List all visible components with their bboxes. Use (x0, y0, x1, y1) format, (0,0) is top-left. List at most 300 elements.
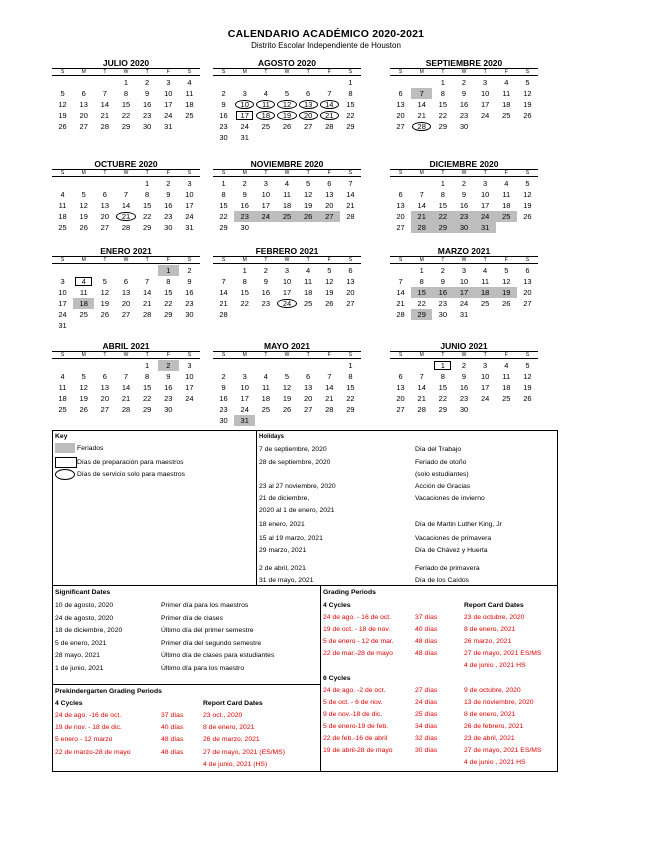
day-cell: 20 (298, 110, 319, 121)
grading-title: Grading Periods (323, 589, 376, 596)
month-calendar (52, 159, 200, 233)
day-cell: 26 (282, 122, 292, 131)
day-cell: 25 (185, 111, 194, 120)
weekday-label: T (145, 257, 149, 263)
day-cell: 12 (79, 201, 88, 210)
day-cell: 8 (145, 372, 150, 381)
day-cell: 7 (145, 277, 150, 286)
day-cell: 27 (100, 405, 110, 414)
empty-cell (94, 265, 115, 276)
empty-cell (390, 360, 411, 371)
day-cell: 6 (398, 372, 403, 381)
weekday-label: F (504, 352, 508, 358)
weekday-label: S (60, 352, 65, 358)
day-cell: 3 (284, 266, 290, 275)
day-cell: 7 (221, 277, 226, 286)
month-name: NOVIEMBRE 2020 (213, 159, 361, 170)
day-cell: 22 (438, 111, 448, 120)
day-cell: 3 (187, 361, 192, 370)
weekday-label: S (348, 170, 353, 176)
weekday-label: W (461, 352, 467, 358)
prek-days: 40 días (161, 724, 184, 732)
significant-desc: Primer día para los maestros (161, 602, 249, 609)
day-cell: 23 (164, 212, 173, 221)
grading4-range: 19 de oct. - 18 de nov. (323, 626, 391, 633)
grading6-days: 32 días (415, 735, 438, 742)
month-calendar (52, 341, 200, 415)
day-cell: 15 (438, 201, 448, 210)
day-cell: 12 (276, 99, 297, 110)
day-cell: 17 (185, 383, 194, 392)
weekday-label: M (81, 352, 86, 358)
weekday-header (390, 69, 538, 76)
day-cell: 18 (255, 110, 276, 121)
weekday-header (213, 69, 361, 76)
weekday-label: F (166, 170, 170, 176)
weekday-label: M (419, 69, 424, 75)
day-cell: 2 (221, 89, 226, 98)
day-cell: 3 (263, 179, 268, 188)
day-cell: 28 (325, 405, 334, 414)
day-cell: 29 (346, 405, 355, 414)
day-cell: 24 (480, 111, 490, 120)
day-cell: 30 (453, 222, 474, 233)
weekday-label: M (81, 69, 86, 75)
grading4-days: 48 días (415, 638, 438, 645)
day-cell: 1 (145, 179, 150, 188)
day-cell: 11 (185, 89, 194, 98)
weekday-label: S (221, 257, 226, 263)
day-cell: 17 (453, 287, 474, 298)
empty-cell (319, 77, 340, 88)
day-cell: 14 (417, 100, 426, 109)
day-cell: 17 (480, 201, 490, 210)
day-cell: 20 (79, 111, 88, 120)
empty-cell (52, 265, 73, 276)
grading6-days: 30 días (415, 747, 438, 754)
day-cell: 3 (187, 179, 192, 188)
day-cell: 27 (396, 122, 405, 131)
key-service: Días de servicio solo para maestros (77, 471, 186, 478)
dates-grading-box (52, 586, 558, 772)
prep-box-icon (55, 457, 77, 468)
weekday-label: T (441, 352, 445, 358)
significant-date: 24 de agosto, 2020 (55, 614, 114, 622)
holiday-date: 31 de mayo, 2021 (259, 577, 314, 584)
day-cell: 2 (440, 266, 445, 275)
day-cell: 24 (480, 394, 490, 403)
weekday-label: T (441, 257, 445, 263)
day-cell: 8 (440, 190, 445, 199)
day-grid (52, 360, 200, 415)
weekday-label: F (166, 257, 170, 263)
empty-cell (213, 360, 234, 371)
weekday-label: T (483, 69, 487, 75)
weekday-label: F (504, 257, 508, 263)
day-cell: 21 (417, 394, 426, 403)
day-cell: 8 (123, 89, 129, 98)
day-cell: 15 (346, 100, 355, 109)
day-cell: 17 (240, 394, 249, 403)
weekday-label: M (242, 352, 247, 358)
day-cell: 19 (276, 110, 297, 121)
empty-cell (276, 360, 297, 371)
day-cell: 18 (261, 394, 271, 403)
weekday-label: T (264, 69, 268, 75)
day-cell: 29 (142, 223, 152, 232)
prek-days: 48 días (161, 736, 184, 744)
day-grid (213, 178, 361, 233)
day-cell: 18 (73, 298, 94, 309)
prek-range: 5 enero - 12 marzo (55, 736, 113, 744)
day-cell: 9 (166, 372, 171, 381)
day-cell: 28 (121, 223, 131, 232)
day-cell: 22 (164, 299, 173, 308)
grading4-days: 48 días (415, 650, 438, 657)
grading4-rc-date: 4 de junio , 2021 HS (464, 662, 526, 669)
weekday-label: T (483, 352, 487, 358)
day-cell: 20 (325, 201, 334, 210)
day-cell: 19 (325, 288, 334, 297)
weekday-label: F (327, 69, 331, 75)
day-cell: 28 (121, 405, 131, 414)
day-cell: 7 (102, 89, 107, 98)
day-cell: 7 (327, 89, 332, 98)
grading6-rc-date: 9 de octubre, 2020 (464, 687, 521, 694)
day-cell: 4 (284, 179, 290, 188)
day-cell: 23 (185, 299, 194, 308)
day-cell: 3 (483, 361, 488, 370)
day-cell: 31 (185, 223, 194, 232)
day-cell: 11 (502, 89, 511, 98)
day-cell: 13 (396, 383, 405, 392)
day-cell: 21 (346, 201, 355, 210)
empty-cell (94, 178, 115, 189)
day-cell: 9 (263, 277, 268, 286)
weekday-header (52, 257, 200, 264)
day-cell: 12 (282, 383, 292, 392)
day-cell: 15 (240, 288, 249, 297)
empty-cell (234, 77, 255, 88)
day-cell: 26 (298, 211, 319, 222)
day-cell: 2 (461, 361, 467, 370)
day-cell: 8 (419, 277, 424, 286)
day-cell: 13 (325, 190, 334, 199)
day-cell: 15 (142, 383, 152, 392)
day-cell: 1 (123, 78, 129, 87)
day-cell: 9 (242, 190, 247, 199)
day-cell: 23 (438, 299, 448, 308)
day-cell: 4 (504, 361, 509, 370)
empty-cell (390, 265, 411, 276)
day-cell: 30 (438, 310, 448, 319)
day-cell: 16 (219, 111, 228, 120)
holiday-name: Día de los Caídos (415, 577, 470, 584)
day-cell: 11 (481, 277, 490, 286)
holiday-date: 15 al 19 marzo, 2021 (259, 535, 323, 542)
feriados-swatch (55, 443, 75, 453)
day-cell: 11 (283, 190, 291, 199)
day-cell: 9 (221, 383, 226, 392)
holiday-name: Día del Trabajo (415, 446, 462, 453)
day-cell: 28 (100, 122, 110, 131)
day-cell: 29 (121, 122, 131, 131)
day-cell: 27 (346, 299, 355, 308)
day-cell: 18 (502, 201, 511, 210)
day-cell: 27 (79, 122, 88, 131)
weekday-label: S (60, 257, 65, 263)
day-cell: 11 (502, 372, 511, 381)
significant-title: Significant Dates (55, 589, 111, 596)
day-cell: 20 (523, 288, 532, 297)
day-cell: 1 (348, 361, 353, 370)
day-cell: 21 (396, 299, 405, 308)
significant-desc: Último día del primer semestre (161, 627, 254, 634)
day-cell: 3 (60, 277, 65, 286)
day-cell: 23 (459, 111, 469, 120)
day-cell: 6 (306, 372, 311, 381)
day-cell: 3 (483, 78, 488, 87)
day-cell: 22 (346, 394, 355, 403)
day-cell: 19 (523, 100, 532, 109)
empty-cell (73, 265, 94, 276)
day-cell: 18 (282, 201, 292, 210)
day-grid (390, 360, 538, 415)
day-cell: 18 (303, 288, 313, 297)
day-cell: 29 (142, 405, 152, 414)
day-cell: 20 (121, 299, 131, 308)
weekday-label: S (525, 257, 530, 263)
day-cell: 24 (240, 405, 249, 414)
day-cell: 19 (303, 201, 313, 210)
day-cell: 7 (411, 88, 432, 99)
day-cell: 30 (164, 223, 173, 232)
day-cell: 19 (282, 394, 292, 403)
weekday-label: F (504, 69, 508, 75)
grading4-rc-date: 26 marzo, 2021 (464, 638, 512, 645)
day-cell: 12 (502, 277, 511, 286)
grading6-rc-date: 8 de enero, 2021 (464, 711, 516, 718)
month-name: MAYO 2021 (213, 341, 361, 352)
day-cell: 22 (346, 111, 355, 120)
grading6-rc-date: 23 de abril, 2021 (464, 735, 515, 742)
day-cell: 21 (219, 299, 228, 308)
day-cell: 14 (396, 288, 405, 297)
weekday-label: F (166, 69, 170, 75)
day-cell: 7 (123, 372, 129, 381)
day-cell: 4 (187, 78, 192, 87)
month-name: JULIO 2020 (52, 58, 200, 69)
day-cell: 1 (432, 360, 453, 371)
weekday-header (213, 170, 361, 177)
weekday-label: M (242, 170, 247, 176)
day-cell: 25 (303, 299, 313, 308)
day-cell: 11 (58, 201, 67, 210)
empty-cell (411, 360, 432, 371)
weekday-label: T (306, 69, 310, 75)
day-cell: 28 (346, 212, 355, 221)
day-cell: 17 (480, 100, 490, 109)
day-cell: 20 (396, 394, 405, 403)
day-cell: 8 (242, 277, 247, 286)
day-cell: 8 (440, 372, 445, 381)
day-cell: 28 (411, 222, 432, 233)
day-cell: 20 (396, 111, 405, 120)
day-cell: 6 (398, 89, 403, 98)
weekday-label: W (123, 257, 129, 263)
prek-days: 37 días (161, 712, 184, 719)
grading6-range: 24 de ago. -2 de oct. (323, 687, 386, 694)
day-cell: 21 (325, 394, 334, 403)
day-cell: 3 (242, 372, 247, 381)
weekday-label: W (284, 170, 290, 176)
empty-cell (276, 77, 297, 88)
weekday-label: T (441, 170, 445, 176)
weekday-label: S (348, 69, 353, 75)
day-cell: 26 (79, 223, 88, 232)
day-cell: 29 (164, 310, 173, 319)
weekday-label: T (306, 352, 310, 358)
prek-range: 24 de ago. -16 de oct. (55, 712, 122, 719)
day-cell: 14 (417, 201, 426, 210)
weekday-label: M (419, 257, 424, 263)
day-cell: 28 (417, 405, 426, 414)
month-calendar (390, 159, 538, 233)
day-cell: 5 (60, 89, 65, 98)
day-cell: 25 (502, 394, 511, 403)
day-cell: 25 (79, 310, 88, 319)
holiday-name: (solo estudiantes) (415, 471, 469, 478)
day-cell: 30 (240, 223, 249, 232)
weekday-label: T (483, 257, 487, 263)
month-name: FEBRERO 2021 (213, 246, 361, 257)
grading4-rc-date: 23 de octubre, 2020 (464, 614, 525, 621)
day-cell: 27 (396, 405, 405, 414)
holiday-date: 7 de septiembre, 2020 (259, 446, 327, 453)
grading4-range: 5 de enero - 12 de mar. (323, 638, 394, 645)
significant-date: 18 de diciembre, 2020 (55, 627, 123, 634)
day-cell: 16 (164, 201, 173, 210)
day-cell: 25 (502, 111, 511, 120)
month-calendar (390, 246, 538, 320)
day-cell: 24 (276, 298, 297, 309)
day-cell: 5 (525, 179, 530, 188)
day-cell: 2 (158, 360, 179, 371)
month-calendar (52, 246, 200, 331)
prek-range: 19 de nov. - 18 de dic. (55, 724, 122, 732)
month-calendar (52, 58, 200, 132)
significant-date: 10 de agosto, 2020 (55, 602, 114, 609)
weekday-label: S (525, 352, 530, 358)
day-cell: 10 (234, 99, 255, 110)
day-cell: 10 (282, 277, 292, 286)
month-name: DICIEMBRE 2020 (390, 159, 538, 170)
prek-cycles: 4 Cycles (55, 700, 83, 707)
prek-rc-date: 8 de enero, 2021 (203, 724, 255, 732)
day-cell: 13 (298, 99, 319, 110)
empty-cell (390, 77, 411, 88)
weekday-label: F (327, 257, 331, 263)
empty-cell (52, 360, 73, 371)
day-cell: 28 (325, 122, 334, 131)
day-cell: 8 (166, 277, 171, 286)
day-cell: 10 (480, 89, 490, 98)
weekday-label: S (60, 170, 65, 176)
prek-rc-date: 23 oct., 2020 (203, 712, 243, 719)
day-cell: 14 (219, 288, 228, 297)
grading6-rc-date: 4 de junio , 2021 HS (464, 759, 526, 766)
day-cell: 5 (525, 78, 530, 87)
day-cell: 22 (142, 212, 152, 221)
key-divider (256, 431, 257, 585)
month-calendar (213, 246, 361, 320)
holidays-title: Holidays (259, 434, 285, 440)
day-cell: 7 (327, 372, 332, 381)
grading6-range: 9 de nov.-18 de dic. (323, 711, 383, 718)
day-cell: 5 (102, 277, 107, 286)
day-cell: 14 (142, 288, 152, 297)
day-cell: 24 (164, 111, 173, 120)
day-cell: 6 (398, 190, 403, 199)
day-cell: 26 (523, 394, 532, 403)
day-cell: 10 (459, 277, 469, 286)
grading6-range: 5 de oct. - 6 de nov. (323, 699, 383, 706)
day-cell: 3 (242, 89, 247, 98)
weekday-label: T (103, 69, 107, 75)
day-grid (213, 360, 361, 426)
grading6-days: 27 días (415, 687, 438, 694)
day-cell: 23 (261, 299, 271, 308)
day-cell: 18 (58, 212, 67, 221)
day-cell: 23 (219, 405, 228, 414)
weekday-label: F (327, 170, 331, 176)
day-cell: 16 (240, 201, 249, 210)
significant-desc: Primer día del segundo semestre (161, 639, 262, 647)
day-cell: 27 (121, 310, 131, 319)
month-name: JUNIO 2021 (390, 341, 538, 352)
prek-rc-date: 26 de marzo, 2021 (203, 736, 260, 744)
day-cell: 23 (453, 211, 474, 222)
grading6-days: 24 días (415, 699, 438, 706)
day-grid (213, 265, 361, 320)
holiday-name: Acción de Gracias (415, 483, 471, 490)
day-cell: 2 (221, 372, 226, 381)
day-cell: 30 (219, 133, 228, 142)
day-cell: 4 (73, 276, 94, 287)
day-cell: 2 (187, 266, 192, 275)
empty-cell (255, 360, 276, 371)
day-grid (52, 265, 200, 331)
day-cell: 8 (221, 190, 226, 199)
day-cell: 30 (164, 405, 173, 414)
day-cell: 12 (523, 89, 532, 98)
day-cell: 27 (523, 299, 532, 308)
service-circle-icon (55, 469, 75, 480)
day-cell: 14 (319, 99, 340, 110)
empty-cell (115, 360, 136, 371)
day-cell: 18 (58, 394, 67, 403)
day-cell: 9 (166, 190, 171, 199)
weekday-label: T (264, 257, 268, 263)
month-calendar (390, 58, 538, 132)
day-cell: 26 (325, 299, 334, 308)
day-cell: 24 (475, 211, 496, 222)
weekday-label: W (461, 257, 467, 263)
day-cell: 13 (303, 383, 313, 392)
day-cell: 30 (142, 122, 152, 131)
empty-cell (94, 77, 115, 88)
day-cell: 25 (496, 211, 517, 222)
